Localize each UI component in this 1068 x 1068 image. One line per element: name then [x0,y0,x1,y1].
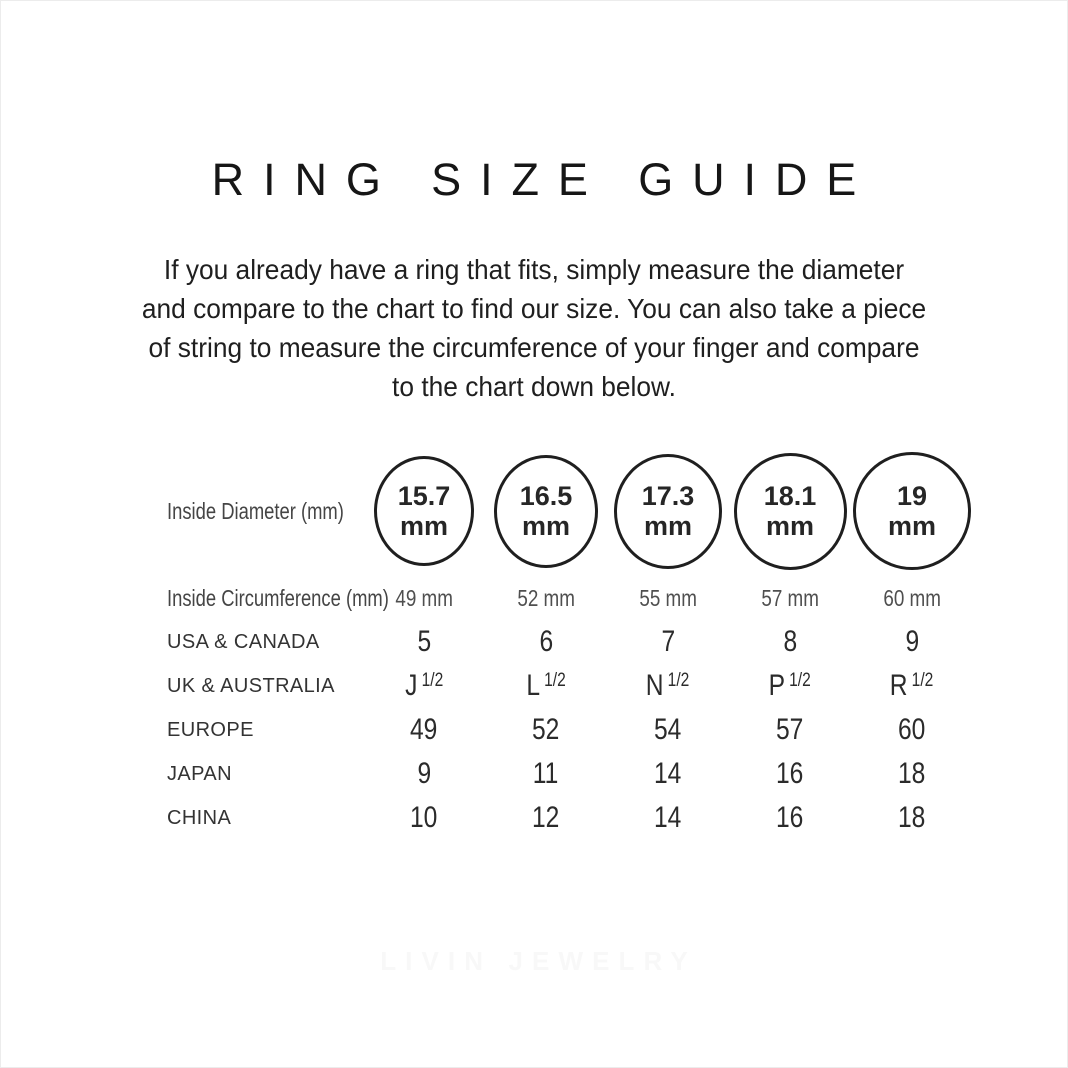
ring-diameter-value: 17.3 [641,481,695,511]
ring-diameter-unit: mm [765,511,814,541]
table-row-japan [167,752,973,796]
ring-diameter-unit: mm [887,511,936,541]
size-value: N $^{1/2}$ [646,669,690,702]
size-value: 49 [410,713,438,746]
table-row-inside-diameter [167,446,973,576]
size-value: 16 [776,757,804,790]
row-label-inside-circumference: Inside Circumference (mm) [167,584,389,611]
ring-diameter-value: 19 [896,481,928,511]
ring-diameter-unit: mm [521,511,570,541]
size-value: 54 [654,713,682,746]
size-value: 8 [783,625,797,658]
size-value: L $^{1/2}$ [526,669,566,702]
table-row-europe [167,708,973,752]
row-label-europe: EUROPE [167,718,254,741]
size-value: 9 [905,625,919,658]
circumference-value: 60 mm [883,584,941,611]
size-value: 10 [410,801,438,834]
row-label-uk-australia: UK & AUSTRALIA [167,674,335,697]
ring-circle-4 [734,453,847,570]
intro-line: to the chart down below. [392,371,676,402]
table-row-usa-canada [167,620,973,664]
intro-line: of string to measure the circumference of your finger and compare [148,332,920,363]
size-value: 5 [417,625,431,658]
ring-circle-1 [374,456,474,566]
size-value: 12 [532,801,560,834]
size-value: R $^{1/2}$ [890,669,934,702]
row-label-inside-diameter: Inside Diameter (mm) [167,497,344,524]
size-value: 14 [654,801,682,834]
circumference-value: 49 mm [395,584,453,611]
size-value: 6 [539,625,553,658]
page-title: RING SIZE GUIDE [211,154,876,205]
intro-paragraph [0,250,1068,406]
ring-diameter-unit: mm [399,511,448,541]
brand-watermark: LIVIN JEWELRY [380,946,697,976]
ring-diameter-value: 18.1 [763,481,817,511]
intro-line: and compare to the chart to find our size. You can also take a piece [141,293,927,324]
size-value: 7 [661,625,675,658]
ring-diameter-unit: mm [643,511,692,541]
intro-line: If you already have a ring that fits, simply measure the diameter [163,254,905,285]
size-value: J $^{1/2}$ [404,669,444,702]
ring-diameter-value: 16.5 [519,481,573,511]
ring-circle-5 [853,452,971,570]
size-value: 14 [654,757,682,790]
row-label-china: CHINA [167,806,232,829]
size-value: 18 [898,801,926,834]
table-row-inside-circumference [167,576,973,620]
size-value: 52 [532,713,560,746]
row-label-usa-canada: USA & CANADA [167,630,320,653]
size-value: 11 [533,757,559,790]
ring-size-table [167,446,973,840]
size-value: 57 [776,713,804,746]
ring-circle-2 [494,455,598,568]
circumference-value: 57 mm [761,584,819,611]
size-value: 18 [898,757,926,790]
circumference-value: 55 mm [639,584,697,611]
row-label-japan: JAPAN [167,762,232,785]
ring-circle-3 [614,454,722,569]
size-value: 60 [898,713,926,746]
circumference-value: 52 mm [517,584,575,611]
table-row-china [167,796,973,840]
ring-diameter-value: 15.7 [397,481,451,511]
size-value: 16 [776,801,804,834]
table-row-uk-australia [167,664,973,708]
size-value: 9 [417,757,431,790]
size-value: P $^{1/2}$ [768,669,812,702]
